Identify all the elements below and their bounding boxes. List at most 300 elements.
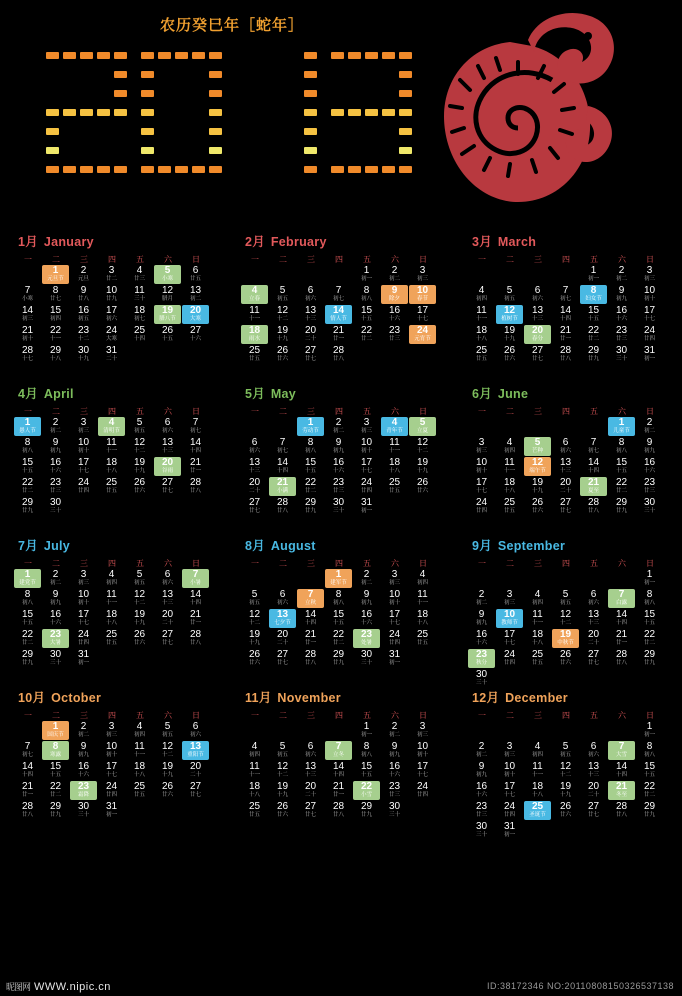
day-cell[interactable] <box>468 589 495 608</box>
day-cell[interactable] <box>14 457 41 476</box>
day-cell[interactable] <box>70 265 97 284</box>
day-cell[interactable] <box>98 477 125 496</box>
day-cell[interactable] <box>154 285 181 304</box>
day-cell[interactable] <box>636 497 663 516</box>
day-cell[interactable] <box>70 417 97 436</box>
day-cell[interactable] <box>14 345 41 364</box>
day-cell[interactable] <box>297 417 324 436</box>
day-cell[interactable] <box>608 477 635 496</box>
day-cell[interactable] <box>552 609 579 628</box>
day-cell[interactable] <box>552 589 579 608</box>
day-cell[interactable] <box>297 761 324 780</box>
day-cell[interactable] <box>580 345 607 364</box>
day-cell[interactable] <box>580 761 607 780</box>
day-cell[interactable] <box>409 761 436 780</box>
day-cell[interactable] <box>636 569 663 588</box>
day-cell[interactable] <box>126 437 153 456</box>
day-cell[interactable] <box>496 821 523 840</box>
day-cell[interactable] <box>580 457 607 476</box>
day-cell[interactable] <box>524 345 551 364</box>
day-cell[interactable] <box>353 477 380 496</box>
day-cell[interactable] <box>636 649 663 668</box>
day-cell[interactable] <box>608 497 635 516</box>
day-cell[interactable] <box>353 457 380 476</box>
day-cell[interactable] <box>353 437 380 456</box>
day-cell[interactable] <box>608 589 635 608</box>
day-cell[interactable] <box>241 345 268 364</box>
day-cell[interactable] <box>325 497 352 516</box>
day-cell[interactable] <box>636 761 663 780</box>
day-cell[interactable] <box>14 285 41 304</box>
day-cell[interactable] <box>14 741 41 760</box>
day-cell[interactable] <box>182 477 209 496</box>
day-cell[interactable] <box>126 569 153 588</box>
day-cell[interactable] <box>297 609 324 628</box>
day-cell[interactable] <box>269 325 296 344</box>
day-cell[interactable] <box>468 457 495 476</box>
day-cell[interactable] <box>524 801 551 820</box>
day-cell[interactable] <box>126 417 153 436</box>
day-cell[interactable] <box>269 345 296 364</box>
day-cell[interactable] <box>636 265 663 284</box>
day-cell[interactable] <box>580 781 607 800</box>
day-cell[interactable] <box>353 285 380 304</box>
day-cell[interactable] <box>381 325 408 344</box>
day-cell[interactable] <box>580 629 607 648</box>
day-cell[interactable] <box>353 589 380 608</box>
day-cell[interactable] <box>524 497 551 516</box>
day-cell[interactable] <box>70 457 97 476</box>
day-cell[interactable] <box>42 569 69 588</box>
day-cell[interactable] <box>182 781 209 800</box>
day-cell[interactable] <box>70 609 97 628</box>
day-cell[interactable] <box>608 325 635 344</box>
day-cell[interactable] <box>70 649 97 668</box>
day-cell[interactable] <box>353 721 380 740</box>
day-cell[interactable] <box>353 781 380 800</box>
day-cell[interactable] <box>297 305 324 324</box>
day-cell[interactable] <box>98 781 125 800</box>
day-cell[interactable] <box>269 457 296 476</box>
day-cell[interactable] <box>325 781 352 800</box>
day-cell[interactable] <box>14 589 41 608</box>
day-cell[interactable] <box>269 477 296 496</box>
day-cell[interactable] <box>468 629 495 648</box>
day-cell[interactable] <box>325 285 352 304</box>
day-cell[interactable] <box>636 437 663 456</box>
day-cell[interactable] <box>552 761 579 780</box>
day-cell[interactable] <box>241 761 268 780</box>
day-cell[interactable] <box>381 437 408 456</box>
day-cell[interactable] <box>182 589 209 608</box>
day-cell[interactable] <box>42 497 69 516</box>
day-cell[interactable] <box>524 761 551 780</box>
day-cell[interactable] <box>409 285 436 304</box>
day-cell[interactable] <box>154 589 181 608</box>
day-cell[interactable] <box>241 589 268 608</box>
day-cell[interactable] <box>98 741 125 760</box>
day-cell[interactable] <box>468 781 495 800</box>
day-cell[interactable] <box>580 325 607 344</box>
day-cell[interactable] <box>608 609 635 628</box>
day-cell[interactable] <box>42 477 69 496</box>
day-cell[interactable] <box>98 285 125 304</box>
day-cell[interactable] <box>297 437 324 456</box>
day-cell[interactable] <box>636 457 663 476</box>
day-cell[interactable] <box>552 649 579 668</box>
day-cell[interactable] <box>353 569 380 588</box>
day-cell[interactable] <box>468 285 495 304</box>
day-cell[interactable] <box>241 457 268 476</box>
day-cell[interactable] <box>496 437 523 456</box>
day-cell[interactable] <box>14 305 41 324</box>
day-cell[interactable] <box>580 649 607 668</box>
day-cell[interactable] <box>524 305 551 324</box>
day-cell[interactable] <box>14 437 41 456</box>
day-cell[interactable] <box>14 629 41 648</box>
day-cell[interactable] <box>552 629 579 648</box>
day-cell[interactable] <box>524 437 551 456</box>
day-cell[interactable] <box>42 741 69 760</box>
day-cell[interactable] <box>269 629 296 648</box>
day-cell[interactable] <box>14 609 41 628</box>
day-cell[interactable] <box>552 345 579 364</box>
day-cell[interactable] <box>154 477 181 496</box>
day-cell[interactable] <box>496 589 523 608</box>
day-cell[interactable] <box>126 285 153 304</box>
day-cell[interactable] <box>409 741 436 760</box>
day-cell[interactable] <box>409 437 436 456</box>
day-cell[interactable] <box>98 609 125 628</box>
day-cell[interactable] <box>297 629 324 648</box>
day-cell[interactable] <box>636 285 663 304</box>
day-cell[interactable] <box>381 569 408 588</box>
day-cell[interactable] <box>468 325 495 344</box>
day-cell[interactable] <box>381 417 408 436</box>
day-cell[interactable] <box>42 457 69 476</box>
day-cell[interactable] <box>241 285 268 304</box>
day-cell[interactable] <box>269 305 296 324</box>
day-cell[interactable] <box>381 741 408 760</box>
day-cell[interactable] <box>154 417 181 436</box>
day-cell[interactable] <box>496 649 523 668</box>
day-cell[interactable] <box>325 345 352 364</box>
day-cell[interactable] <box>381 801 408 820</box>
day-cell[interactable] <box>98 801 125 820</box>
day-cell[interactable] <box>636 801 663 820</box>
day-cell[interactable] <box>297 741 324 760</box>
day-cell[interactable] <box>241 629 268 648</box>
day-cell[interactable] <box>381 589 408 608</box>
day-cell[interactable] <box>14 801 41 820</box>
day-cell[interactable] <box>241 437 268 456</box>
day-cell[interactable] <box>154 437 181 456</box>
day-cell[interactable] <box>580 497 607 516</box>
day-cell[interactable] <box>126 457 153 476</box>
day-cell[interactable] <box>381 761 408 780</box>
day-cell[interactable] <box>297 649 324 668</box>
day-cell[interactable] <box>42 265 69 284</box>
day-cell[interactable] <box>608 285 635 304</box>
day-cell[interactable] <box>70 629 97 648</box>
day-cell[interactable] <box>496 457 523 476</box>
day-cell[interactable] <box>608 417 635 436</box>
day-cell[interactable] <box>409 781 436 800</box>
day-cell[interactable] <box>14 497 41 516</box>
day-cell[interactable] <box>552 497 579 516</box>
day-cell[interactable] <box>325 457 352 476</box>
day-cell[interactable] <box>608 457 635 476</box>
day-cell[interactable] <box>269 801 296 820</box>
day-cell[interactable] <box>14 569 41 588</box>
day-cell[interactable] <box>98 721 125 740</box>
day-cell[interactable] <box>468 801 495 820</box>
day-cell[interactable] <box>297 285 324 304</box>
day-cell[interactable] <box>269 609 296 628</box>
day-cell[interactable] <box>636 629 663 648</box>
day-cell[interactable] <box>70 305 97 324</box>
day-cell[interactable] <box>580 285 607 304</box>
day-cell[interactable] <box>381 477 408 496</box>
day-cell[interactable] <box>70 477 97 496</box>
day-cell[interactable] <box>42 589 69 608</box>
day-cell[interactable] <box>241 497 268 516</box>
day-cell[interactable] <box>182 569 209 588</box>
day-cell[interactable] <box>154 781 181 800</box>
day-cell[interactable] <box>381 721 408 740</box>
day-cell[interactable] <box>98 569 125 588</box>
day-cell[interactable] <box>580 477 607 496</box>
day-cell[interactable] <box>14 649 41 668</box>
day-cell[interactable] <box>552 781 579 800</box>
day-cell[interactable] <box>42 305 69 324</box>
day-cell[interactable] <box>126 721 153 740</box>
day-cell[interactable] <box>636 477 663 496</box>
day-cell[interactable] <box>496 345 523 364</box>
day-cell[interactable] <box>182 437 209 456</box>
day-cell[interactable] <box>269 649 296 668</box>
day-cell[interactable] <box>552 477 579 496</box>
day-cell[interactable] <box>580 589 607 608</box>
day-cell[interactable] <box>241 609 268 628</box>
day-cell[interactable] <box>580 265 607 284</box>
day-cell[interactable] <box>297 801 324 820</box>
day-cell[interactable] <box>154 325 181 344</box>
day-cell[interactable] <box>608 649 635 668</box>
day-cell[interactable] <box>608 437 635 456</box>
day-cell[interactable] <box>325 417 352 436</box>
day-cell[interactable] <box>608 781 635 800</box>
day-cell[interactable] <box>325 569 352 588</box>
day-cell[interactable] <box>70 801 97 820</box>
day-cell[interactable] <box>409 589 436 608</box>
day-cell[interactable] <box>325 761 352 780</box>
day-cell[interactable] <box>154 609 181 628</box>
day-cell[interactable] <box>468 305 495 324</box>
day-cell[interactable] <box>14 325 41 344</box>
day-cell[interactable] <box>636 609 663 628</box>
day-cell[interactable] <box>468 741 495 760</box>
day-cell[interactable] <box>524 325 551 344</box>
day-cell[interactable] <box>154 761 181 780</box>
day-cell[interactable] <box>608 305 635 324</box>
day-cell[interactable] <box>154 265 181 284</box>
day-cell[interactable] <box>353 761 380 780</box>
day-cell[interactable] <box>297 325 324 344</box>
day-cell[interactable] <box>154 569 181 588</box>
day-cell[interactable] <box>353 265 380 284</box>
day-cell[interactable] <box>325 801 352 820</box>
day-cell[interactable] <box>182 629 209 648</box>
day-cell[interactable] <box>381 305 408 324</box>
day-cell[interactable] <box>241 741 268 760</box>
day-cell[interactable] <box>409 609 436 628</box>
day-cell[interactable] <box>70 345 97 364</box>
day-cell[interactable] <box>325 629 352 648</box>
day-cell[interactable] <box>552 437 579 456</box>
day-cell[interactable] <box>154 721 181 740</box>
day-cell[interactable] <box>182 305 209 324</box>
day-cell[interactable] <box>269 781 296 800</box>
day-cell[interactable] <box>42 721 69 740</box>
day-cell[interactable] <box>325 741 352 760</box>
day-cell[interactable] <box>353 325 380 344</box>
day-cell[interactable] <box>381 649 408 668</box>
day-cell[interactable] <box>409 477 436 496</box>
day-cell[interactable] <box>126 609 153 628</box>
day-cell[interactable] <box>608 801 635 820</box>
day-cell[interactable] <box>409 629 436 648</box>
day-cell[interactable] <box>496 305 523 324</box>
day-cell[interactable] <box>182 285 209 304</box>
day-cell[interactable] <box>636 721 663 740</box>
day-cell[interactable] <box>126 265 153 284</box>
day-cell[interactable] <box>381 457 408 476</box>
day-cell[interactable] <box>126 325 153 344</box>
day-cell[interactable] <box>70 285 97 304</box>
day-cell[interactable] <box>126 781 153 800</box>
day-cell[interactable] <box>98 589 125 608</box>
day-cell[interactable] <box>42 417 69 436</box>
day-cell[interactable] <box>608 761 635 780</box>
day-cell[interactable] <box>269 741 296 760</box>
day-cell[interactable] <box>580 741 607 760</box>
day-cell[interactable] <box>468 821 495 840</box>
day-cell[interactable] <box>468 497 495 516</box>
day-cell[interactable] <box>182 609 209 628</box>
day-cell[interactable] <box>98 629 125 648</box>
day-cell[interactable] <box>409 457 436 476</box>
day-cell[interactable] <box>297 589 324 608</box>
day-cell[interactable] <box>154 629 181 648</box>
day-cell[interactable] <box>636 589 663 608</box>
day-cell[interactable] <box>154 741 181 760</box>
day-cell[interactable] <box>269 285 296 304</box>
day-cell[interactable] <box>524 285 551 304</box>
day-cell[interactable] <box>524 609 551 628</box>
day-cell[interactable] <box>70 437 97 456</box>
day-cell[interactable] <box>608 265 635 284</box>
day-cell[interactable] <box>468 761 495 780</box>
day-cell[interactable] <box>42 761 69 780</box>
day-cell[interactable] <box>325 325 352 344</box>
day-cell[interactable] <box>269 589 296 608</box>
day-cell[interactable] <box>269 437 296 456</box>
day-cell[interactable] <box>42 649 69 668</box>
day-cell[interactable] <box>325 649 352 668</box>
day-cell[interactable] <box>496 285 523 304</box>
day-cell[interactable] <box>381 265 408 284</box>
day-cell[interactable] <box>496 477 523 496</box>
day-cell[interactable] <box>409 721 436 740</box>
day-cell[interactable] <box>496 629 523 648</box>
day-cell[interactable] <box>468 649 495 668</box>
day-cell[interactable] <box>552 325 579 344</box>
day-cell[interactable] <box>182 457 209 476</box>
day-cell[interactable] <box>297 457 324 476</box>
day-cell[interactable] <box>241 477 268 496</box>
day-cell[interactable] <box>353 801 380 820</box>
day-cell[interactable] <box>42 345 69 364</box>
day-cell[interactable] <box>269 497 296 516</box>
day-cell[interactable] <box>353 417 380 436</box>
day-cell[interactable] <box>98 457 125 476</box>
day-cell[interactable] <box>42 285 69 304</box>
day-cell[interactable] <box>297 477 324 496</box>
day-cell[interactable] <box>524 457 551 476</box>
day-cell[interactable] <box>297 497 324 516</box>
day-cell[interactable] <box>70 589 97 608</box>
day-cell[interactable] <box>496 325 523 344</box>
day-cell[interactable] <box>496 497 523 516</box>
day-cell[interactable] <box>98 345 125 364</box>
day-cell[interactable] <box>636 781 663 800</box>
day-cell[interactable] <box>182 721 209 740</box>
day-cell[interactable] <box>496 741 523 760</box>
day-cell[interactable] <box>468 477 495 496</box>
day-cell[interactable] <box>126 629 153 648</box>
day-cell[interactable] <box>70 721 97 740</box>
day-cell[interactable] <box>636 741 663 760</box>
day-cell[interactable] <box>636 345 663 364</box>
day-cell[interactable] <box>636 325 663 344</box>
day-cell[interactable] <box>496 609 523 628</box>
day-cell[interactable] <box>409 569 436 588</box>
day-cell[interactable] <box>126 477 153 496</box>
day-cell[interactable] <box>154 305 181 324</box>
day-cell[interactable] <box>468 609 495 628</box>
day-cell[interactable] <box>241 781 268 800</box>
day-cell[interactable] <box>608 741 635 760</box>
day-cell[interactable] <box>524 649 551 668</box>
day-cell[interactable] <box>524 741 551 760</box>
day-cell[interactable] <box>524 589 551 608</box>
day-cell[interactable] <box>182 417 209 436</box>
day-cell[interactable] <box>552 801 579 820</box>
day-cell[interactable] <box>353 629 380 648</box>
day-cell[interactable] <box>297 345 324 364</box>
day-cell[interactable] <box>468 669 495 688</box>
day-cell[interactable] <box>552 741 579 760</box>
day-cell[interactable] <box>241 305 268 324</box>
day-cell[interactable] <box>524 477 551 496</box>
day-cell[interactable] <box>269 761 296 780</box>
day-cell[interactable] <box>409 305 436 324</box>
day-cell[interactable] <box>325 477 352 496</box>
day-cell[interactable] <box>241 325 268 344</box>
day-cell[interactable] <box>496 781 523 800</box>
day-cell[interactable] <box>14 477 41 496</box>
